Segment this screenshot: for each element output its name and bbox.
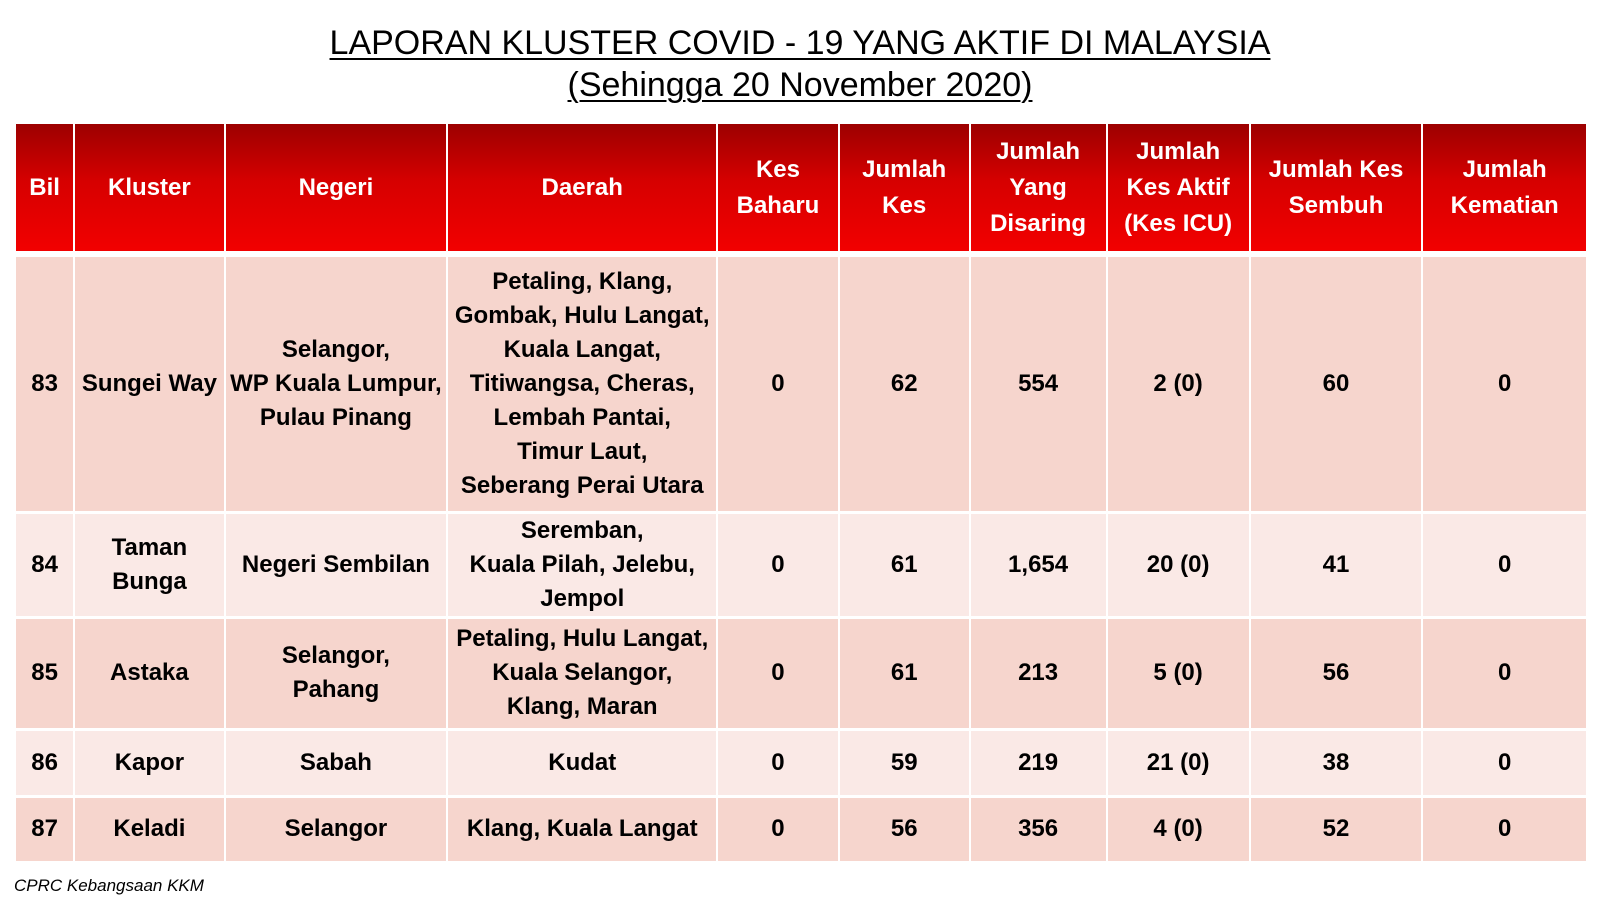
cell-kluster: Keladi [74, 796, 224, 862]
cell-daerah: Petaling, Klang, Gombak, Hulu Langat, Kuala Langat, Titiwangsa, Cheras, Lembah Pantai, Timur Laut, Seberang Perai Utara [447, 254, 717, 512]
cell-bil: 87 [15, 796, 74, 862]
cell-jumlah-disaring: 554 [970, 254, 1107, 512]
cell-jumlah-aktif: 4 (0) [1107, 796, 1250, 862]
cell-bil: 85 [15, 617, 74, 729]
table-row [15, 729, 1587, 796]
cell-bil: 84 [15, 512, 74, 617]
cell-negeri: Sabah [225, 729, 448, 796]
cell-jumlah-sembuh: 56 [1250, 617, 1423, 729]
table-row [15, 617, 1587, 729]
cell-kluster: Astaka [74, 617, 224, 729]
cell-bil: 83 [15, 254, 74, 512]
title-line-1: LAPORAN KLUSTER COVID - 19 YANG AKTIF DI MALAYSIA [329, 24, 1271, 62]
cell-jumlah-sembuh: 38 [1250, 729, 1423, 796]
header-jumlah-disaring: Jumlah Yang Disaring [970, 124, 1107, 254]
cell-jumlah-disaring: 219 [970, 729, 1107, 796]
cell-negeri: Selangor, WP Kuala Lumpur, Pulau Pinang [225, 254, 448, 512]
cell-jumlah-kes: 62 [839, 254, 970, 512]
header-jumlah-aktif: Jumlah Kes Aktif (Kes ICU) [1107, 124, 1250, 254]
cell-jumlah-kematian: 0 [1422, 617, 1587, 729]
header-jumlah-sembuh: Jumlah Kes Sembuh [1250, 124, 1423, 254]
cell-jumlah-aktif: 20 (0) [1107, 512, 1250, 617]
cell-jumlah-kes: 56 [839, 796, 970, 862]
cell-jumlah-aktif: 5 (0) [1107, 617, 1250, 729]
cell-jumlah-aktif: 2 (0) [1107, 254, 1250, 512]
header-kes-baharu: Kes Baharu [717, 124, 839, 254]
cell-kluster: Taman Bunga [74, 512, 224, 617]
cell-jumlah-sembuh: 41 [1250, 512, 1423, 617]
cell-kluster: Kapor [74, 729, 224, 796]
cell-kes-baharu: 0 [717, 796, 839, 862]
report-title [0, 22, 1600, 106]
cell-kes-baharu: 0 [717, 512, 839, 617]
cell-jumlah-disaring: 356 [970, 796, 1107, 862]
cell-daerah: Seremban, Kuala Pilah, Jelebu, Jempol [447, 512, 717, 617]
header-jumlah-kes: Jumlah Kes [839, 124, 970, 254]
header-bil: Bil [15, 124, 74, 254]
cell-negeri: Selangor [225, 796, 448, 862]
header-jumlah-kematian: Jumlah Kematian [1422, 124, 1587, 254]
cell-jumlah-disaring: 213 [970, 617, 1107, 729]
cell-kes-baharu: 0 [717, 254, 839, 512]
cell-jumlah-aktif: 21 (0) [1107, 729, 1250, 796]
cell-daerah: Klang, Kuala Langat [447, 796, 717, 862]
cell-negeri: Selangor, Pahang [225, 617, 448, 729]
source-footnote: CPRC Kebangsaan KKM [14, 876, 204, 895]
table-row [15, 254, 1587, 512]
header-daerah: Daerah [447, 124, 717, 254]
table-row [15, 796, 1587, 862]
cell-jumlah-kes: 61 [839, 512, 970, 617]
cell-jumlah-kes: 59 [839, 729, 970, 796]
title-line-2: (Sehingga 20 November 2020) [567, 66, 1033, 104]
cell-bil: 86 [15, 729, 74, 796]
cell-daerah: Petaling, Hulu Langat, Kuala Selangor, Klang, Maran [447, 617, 717, 729]
cell-jumlah-kes: 61 [839, 617, 970, 729]
cell-jumlah-kematian: 0 [1422, 254, 1587, 512]
cell-kes-baharu: 0 [717, 617, 839, 729]
cell-negeri: Negeri Sembilan [225, 512, 448, 617]
cell-jumlah-kematian: 0 [1422, 729, 1587, 796]
cell-jumlah-sembuh: 60 [1250, 254, 1423, 512]
cell-kes-baharu: 0 [717, 729, 839, 796]
cell-kluster: Sungei Way [74, 254, 224, 512]
cell-jumlah-disaring: 1,654 [970, 512, 1107, 617]
header-negeri: Negeri [225, 124, 448, 254]
header-kluster: Kluster [74, 124, 224, 254]
cell-jumlah-sembuh: 52 [1250, 796, 1423, 862]
cell-jumlah-kematian: 0 [1422, 796, 1587, 862]
table-row [15, 512, 1587, 617]
table-header-row [15, 124, 1587, 254]
cluster-table [14, 124, 1588, 864]
cell-jumlah-kematian: 0 [1422, 512, 1587, 617]
cell-daerah: Kudat [447, 729, 717, 796]
